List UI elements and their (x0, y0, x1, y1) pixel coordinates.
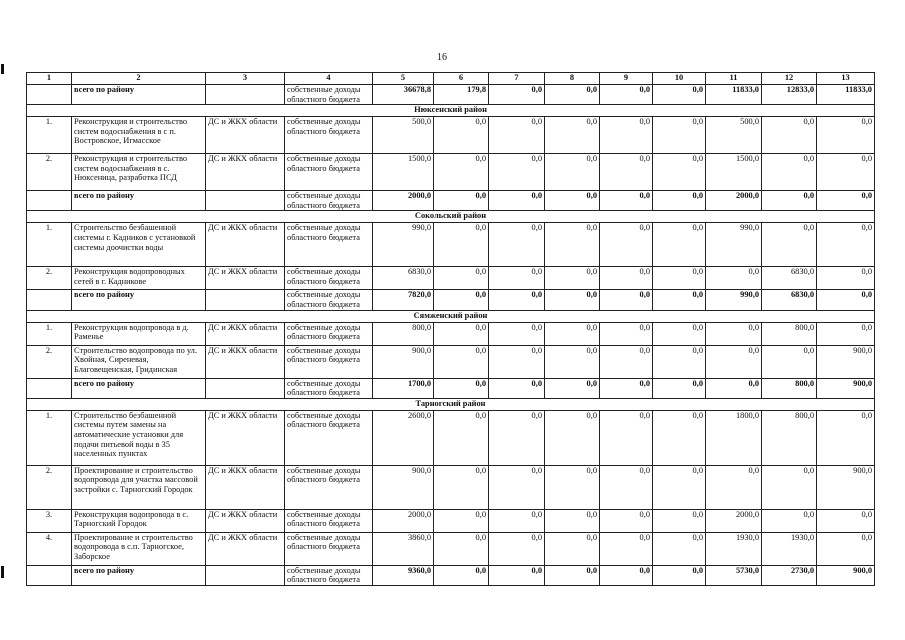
amount-cell: 2600,0 (373, 410, 434, 465)
funding-source: собственные доходы областного бюджета (285, 322, 373, 345)
amount-cell: 800,0 (373, 322, 434, 345)
amount-cell: 0,0 (434, 322, 489, 345)
project-name: Строительство водопровода по ул. Хвойная, Сиреневая, Благовещенская, Гридинская (72, 345, 206, 378)
amount-cell: 0,0 (545, 290, 600, 310)
amount-cell: 0,0 (817, 509, 875, 532)
amount-cell: 900,0 (373, 345, 434, 378)
district-name: Сямженский район (27, 310, 875, 322)
amount-cell: 0,0 (434, 410, 489, 465)
amount-cell: 0,0 (600, 345, 653, 378)
amount-cell: 0,0 (600, 322, 653, 345)
amount-cell: 9360,0 (373, 565, 434, 585)
amount-cell: 2000,0 (706, 509, 762, 532)
amount-cell: 6830,0 (762, 290, 817, 310)
amount-cell: 0,0 (545, 532, 600, 565)
project-name: Реконструкция водопровода в д. Раменье (72, 322, 206, 345)
total-label: всего по району (72, 378, 206, 398)
amount-cell: 11833,0 (817, 85, 875, 105)
amount-cell: 0,0 (545, 223, 600, 267)
amount-cell: 0,0 (489, 223, 545, 267)
amount-cell: 0,0 (706, 378, 762, 398)
amount-cell: 0,0 (489, 465, 545, 509)
amount-cell: 1930,0 (706, 532, 762, 565)
amount-cell: 0,0 (434, 191, 489, 211)
amount-cell: 0,0 (817, 290, 875, 310)
amount-cell: 0,0 (706, 345, 762, 378)
amount-cell: 0,0 (489, 154, 545, 191)
header-cell: 7 (489, 73, 545, 85)
amount-cell: 0,0 (600, 532, 653, 565)
executor: ДС и ЖКХ области (206, 267, 285, 290)
amount-cell: 3860,0 (373, 532, 434, 565)
amount-cell: 800,0 (762, 322, 817, 345)
project-row (27, 154, 875, 191)
amount-cell: 0,0 (545, 410, 600, 465)
amount-cell: 0,0 (434, 290, 489, 310)
district-header-row (27, 105, 875, 117)
row-number: 1. (27, 223, 72, 267)
project-row (27, 322, 875, 345)
funding-source: собственные доходы областного бюджета (285, 267, 373, 290)
amount-cell: 0,0 (545, 117, 600, 154)
header-row (27, 73, 875, 85)
funding-source: собственные доходы областного бюджета (285, 191, 373, 211)
amount-cell: 0,0 (434, 378, 489, 398)
row-number: 2. (27, 345, 72, 378)
row-number: 2. (27, 465, 72, 509)
amount-cell: 1930,0 (762, 532, 817, 565)
amount-cell: 900,0 (373, 465, 434, 509)
district-total-row (27, 378, 875, 398)
amount-cell: 0,0 (600, 154, 653, 191)
amount-cell: 0,0 (489, 410, 545, 465)
district-header-row (27, 211, 875, 223)
row-number: 3. (27, 509, 72, 532)
project-row (27, 267, 875, 290)
amount-cell: 0,0 (653, 378, 706, 398)
district-total-row (27, 565, 875, 585)
amount-cell: 0,0 (653, 267, 706, 290)
executor: ДС и ЖКХ области (206, 322, 285, 345)
amount-cell: 0,0 (653, 85, 706, 105)
funding-source: собственные доходы областного бюджета (285, 223, 373, 267)
amount-cell: 36678,8 (373, 85, 434, 105)
amount-cell: 0,0 (600, 410, 653, 465)
amount-cell: 0,0 (653, 290, 706, 310)
amount-cell: 500,0 (373, 117, 434, 154)
amount-cell: 0,0 (489, 322, 545, 345)
amount-cell: 1500,0 (373, 154, 434, 191)
project-row (27, 509, 875, 532)
row-number (27, 290, 72, 310)
amount-cell: 0,0 (545, 465, 600, 509)
amount-cell: 179,8 (434, 85, 489, 105)
project-row (27, 223, 875, 267)
amount-cell: 7820,0 (373, 290, 434, 310)
amount-cell: 0,0 (762, 223, 817, 267)
executor (206, 378, 285, 398)
amount-cell: 0,0 (545, 191, 600, 211)
amount-cell: 0,0 (489, 509, 545, 532)
amount-cell: 0,0 (600, 267, 653, 290)
header-cell: 4 (285, 73, 373, 85)
project-row (27, 117, 875, 154)
row-number: 1. (27, 410, 72, 465)
header-cell: 12 (762, 73, 817, 85)
amount-cell: 990,0 (373, 223, 434, 267)
amount-cell: 0,0 (545, 509, 600, 532)
amount-cell: 0,0 (762, 191, 817, 211)
district-total-row (27, 85, 875, 105)
amount-cell: 0,0 (653, 322, 706, 345)
project-name: Реконструкция водопроводных сетей в г. Кадникове (72, 267, 206, 290)
amount-cell: 0,0 (762, 345, 817, 378)
amount-cell: 1500,0 (706, 154, 762, 191)
header-cell: 10 (653, 73, 706, 85)
amount-cell: 0,0 (489, 191, 545, 211)
amount-cell: 1700,0 (373, 378, 434, 398)
amount-cell: 0,0 (600, 465, 653, 509)
district-total-row (27, 191, 875, 211)
amount-cell: 0,0 (434, 223, 489, 267)
binding-mark-top (1, 64, 4, 74)
executor: ДС и ЖКХ области (206, 223, 285, 267)
district-name: Сокольский район (27, 211, 875, 223)
binding-mark-bottom (1, 566, 4, 578)
amount-cell: 0,0 (489, 378, 545, 398)
amount-cell: 0,0 (600, 565, 653, 585)
funding-source: собственные доходы областного бюджета (285, 565, 373, 585)
project-name: Реконструкция и строительство систем водоснабжения в с. Нюксеница, разработка ПСД (72, 154, 206, 191)
funding-source: собственные доходы областного бюджета (285, 509, 373, 532)
amount-cell: 0,0 (706, 322, 762, 345)
row-number: 2. (27, 154, 72, 191)
amount-cell: 0,0 (600, 85, 653, 105)
amount-cell: 0,0 (545, 267, 600, 290)
project-name: Проектирование и строительство водопровода в с.п. Тарногское, Заборское (72, 532, 206, 565)
amount-cell: 0,0 (600, 223, 653, 267)
executor (206, 191, 285, 211)
total-label: всего по району (72, 191, 206, 211)
executor: ДС и ЖКХ области (206, 509, 285, 532)
amount-cell: 900,0 (817, 345, 875, 378)
amount-cell: 0,0 (434, 509, 489, 532)
row-number: 1. (27, 117, 72, 154)
amount-cell: 0,0 (545, 322, 600, 345)
funding-source: собственные доходы областного бюджета (285, 117, 373, 154)
amount-cell: 0,0 (545, 85, 600, 105)
project-name: Реконструкция и строительство систем водоснабжения в с п. Востровское, Игмасское (72, 117, 206, 154)
funding-source: собственные доходы областного бюджета (285, 154, 373, 191)
total-label: всего по району (72, 290, 206, 310)
project-row (27, 345, 875, 378)
header-cell: 1 (27, 73, 72, 85)
amount-cell: 900,0 (817, 378, 875, 398)
amount-cell: 0,0 (489, 565, 545, 585)
district-header-row (27, 398, 875, 410)
amount-cell: 0,0 (817, 267, 875, 290)
amount-cell: 6830,0 (762, 267, 817, 290)
funding-source: собственные доходы областного бюджета (285, 378, 373, 398)
district-total-row (27, 290, 875, 310)
row-number: 2. (27, 267, 72, 290)
district-header-row (27, 310, 875, 322)
amount-cell: 1800,0 (706, 410, 762, 465)
amount-cell: 0,0 (434, 465, 489, 509)
amount-cell: 0,0 (817, 322, 875, 345)
row-number (27, 191, 72, 211)
funding-source: собственные доходы областного бюджета (285, 290, 373, 310)
amount-cell: 0,0 (545, 345, 600, 378)
row-number (27, 378, 72, 398)
amount-cell: 0,0 (434, 565, 489, 585)
project-row (27, 532, 875, 565)
amount-cell: 0,0 (653, 565, 706, 585)
amount-cell: 0,0 (653, 410, 706, 465)
amount-cell: 2000,0 (373, 191, 434, 211)
executor: ДС и ЖКХ области (206, 154, 285, 191)
amount-cell: 0,0 (434, 532, 489, 565)
amount-cell: 0,0 (817, 154, 875, 191)
row-number: 1. (27, 322, 72, 345)
amount-cell: 0,0 (653, 345, 706, 378)
funding-source: собственные доходы областного бюджета (285, 345, 373, 378)
budget-table (26, 72, 875, 586)
amount-cell: 0,0 (434, 154, 489, 191)
amount-cell: 0,0 (489, 117, 545, 154)
district-name: Нюксенский район (27, 105, 875, 117)
amount-cell: 0,0 (762, 117, 817, 154)
funding-source: собственные доходы областного бюджета (285, 410, 373, 465)
total-label: всего по району (72, 85, 206, 105)
executor (206, 85, 285, 105)
project-name: Строительство безбашенной системы г. Кадников с установкой системы доочистки воды (72, 223, 206, 267)
amount-cell: 0,0 (489, 532, 545, 565)
amount-cell: 0,0 (653, 509, 706, 532)
amount-cell: 0,0 (600, 509, 653, 532)
funding-source: собственные доходы областного бюджета (285, 465, 373, 509)
amount-cell: 800,0 (762, 410, 817, 465)
amount-cell: 0,0 (653, 117, 706, 154)
amount-cell: 0,0 (817, 410, 875, 465)
row-number (27, 565, 72, 585)
header-cell: 2 (72, 73, 206, 85)
amount-cell: 0,0 (762, 465, 817, 509)
amount-cell: 0,0 (489, 267, 545, 290)
amount-cell: 5730,0 (706, 565, 762, 585)
header-cell: 9 (600, 73, 653, 85)
amount-cell: 900,0 (817, 565, 875, 585)
amount-cell: 0,0 (489, 345, 545, 378)
amount-cell: 0,0 (600, 290, 653, 310)
executor: ДС и ЖКХ области (206, 117, 285, 154)
project-name: Проектирование и строительство водопровода для участка массовой застройки с. Тарногский Городок (72, 465, 206, 509)
amount-cell: 0,0 (817, 191, 875, 211)
project-row (27, 465, 875, 509)
amount-cell: 0,0 (489, 85, 545, 105)
header-cell: 6 (434, 73, 489, 85)
amount-cell: 0,0 (762, 509, 817, 532)
amount-cell: 0,0 (545, 378, 600, 398)
amount-cell: 2730,0 (762, 565, 817, 585)
row-number: 4. (27, 532, 72, 565)
amount-cell: 0,0 (817, 223, 875, 267)
executor: ДС и ЖКХ области (206, 410, 285, 465)
amount-cell: 0,0 (706, 465, 762, 509)
amount-cell: 0,0 (653, 191, 706, 211)
funding-source: собственные доходы областного бюджета (285, 85, 373, 105)
amount-cell: 500,0 (706, 117, 762, 154)
total-label: всего по району (72, 565, 206, 585)
executor: ДС и ЖКХ области (206, 345, 285, 378)
project-name: Реконструкция водопровода в с. Тарногский Городок (72, 509, 206, 532)
header-cell: 3 (206, 73, 285, 85)
executor: ДС и ЖКХ области (206, 532, 285, 565)
amount-cell: 0,0 (434, 267, 489, 290)
district-name: Тарногский район (27, 398, 875, 410)
amount-cell: 990,0 (706, 223, 762, 267)
project-name: Строительство безбашенной системы путем замены на автоматические установки для подачи питьевой воды в 35 населенных пунктах (72, 410, 206, 465)
amount-cell: 2000,0 (373, 509, 434, 532)
amount-cell: 6830,0 (373, 267, 434, 290)
executor: ДС и ЖКХ области (206, 465, 285, 509)
amount-cell: 11833,0 (706, 85, 762, 105)
executor (206, 290, 285, 310)
amount-cell: 0,0 (434, 345, 489, 378)
funding-source: собственные доходы областного бюджета (285, 532, 373, 565)
row-number (27, 85, 72, 105)
header-cell: 13 (817, 73, 875, 85)
amount-cell: 900,0 (817, 465, 875, 509)
page-number: 16 (437, 52, 447, 63)
amount-cell: 800,0 (762, 378, 817, 398)
amount-cell: 0,0 (545, 154, 600, 191)
amount-cell: 12833,0 (762, 85, 817, 105)
amount-cell: 0,0 (653, 154, 706, 191)
amount-cell: 0,0 (762, 154, 817, 191)
amount-cell: 990,0 (706, 290, 762, 310)
amount-cell: 0,0 (434, 117, 489, 154)
amount-cell: 0,0 (489, 290, 545, 310)
amount-cell: 0,0 (600, 378, 653, 398)
amount-cell: 0,0 (817, 117, 875, 154)
amount-cell: 0,0 (600, 191, 653, 211)
project-row (27, 410, 875, 465)
executor (206, 565, 285, 585)
header-cell: 5 (373, 73, 434, 85)
amount-cell: 0,0 (653, 223, 706, 267)
amount-cell: 2000,0 (706, 191, 762, 211)
amount-cell: 0,0 (653, 465, 706, 509)
header-cell: 8 (545, 73, 600, 85)
amount-cell: 0,0 (545, 565, 600, 585)
table-body (27, 73, 875, 586)
amount-cell: 0,0 (600, 117, 653, 154)
amount-cell: 0,0 (706, 267, 762, 290)
amount-cell: 0,0 (817, 532, 875, 565)
amount-cell: 0,0 (653, 532, 706, 565)
header-cell: 11 (706, 73, 762, 85)
